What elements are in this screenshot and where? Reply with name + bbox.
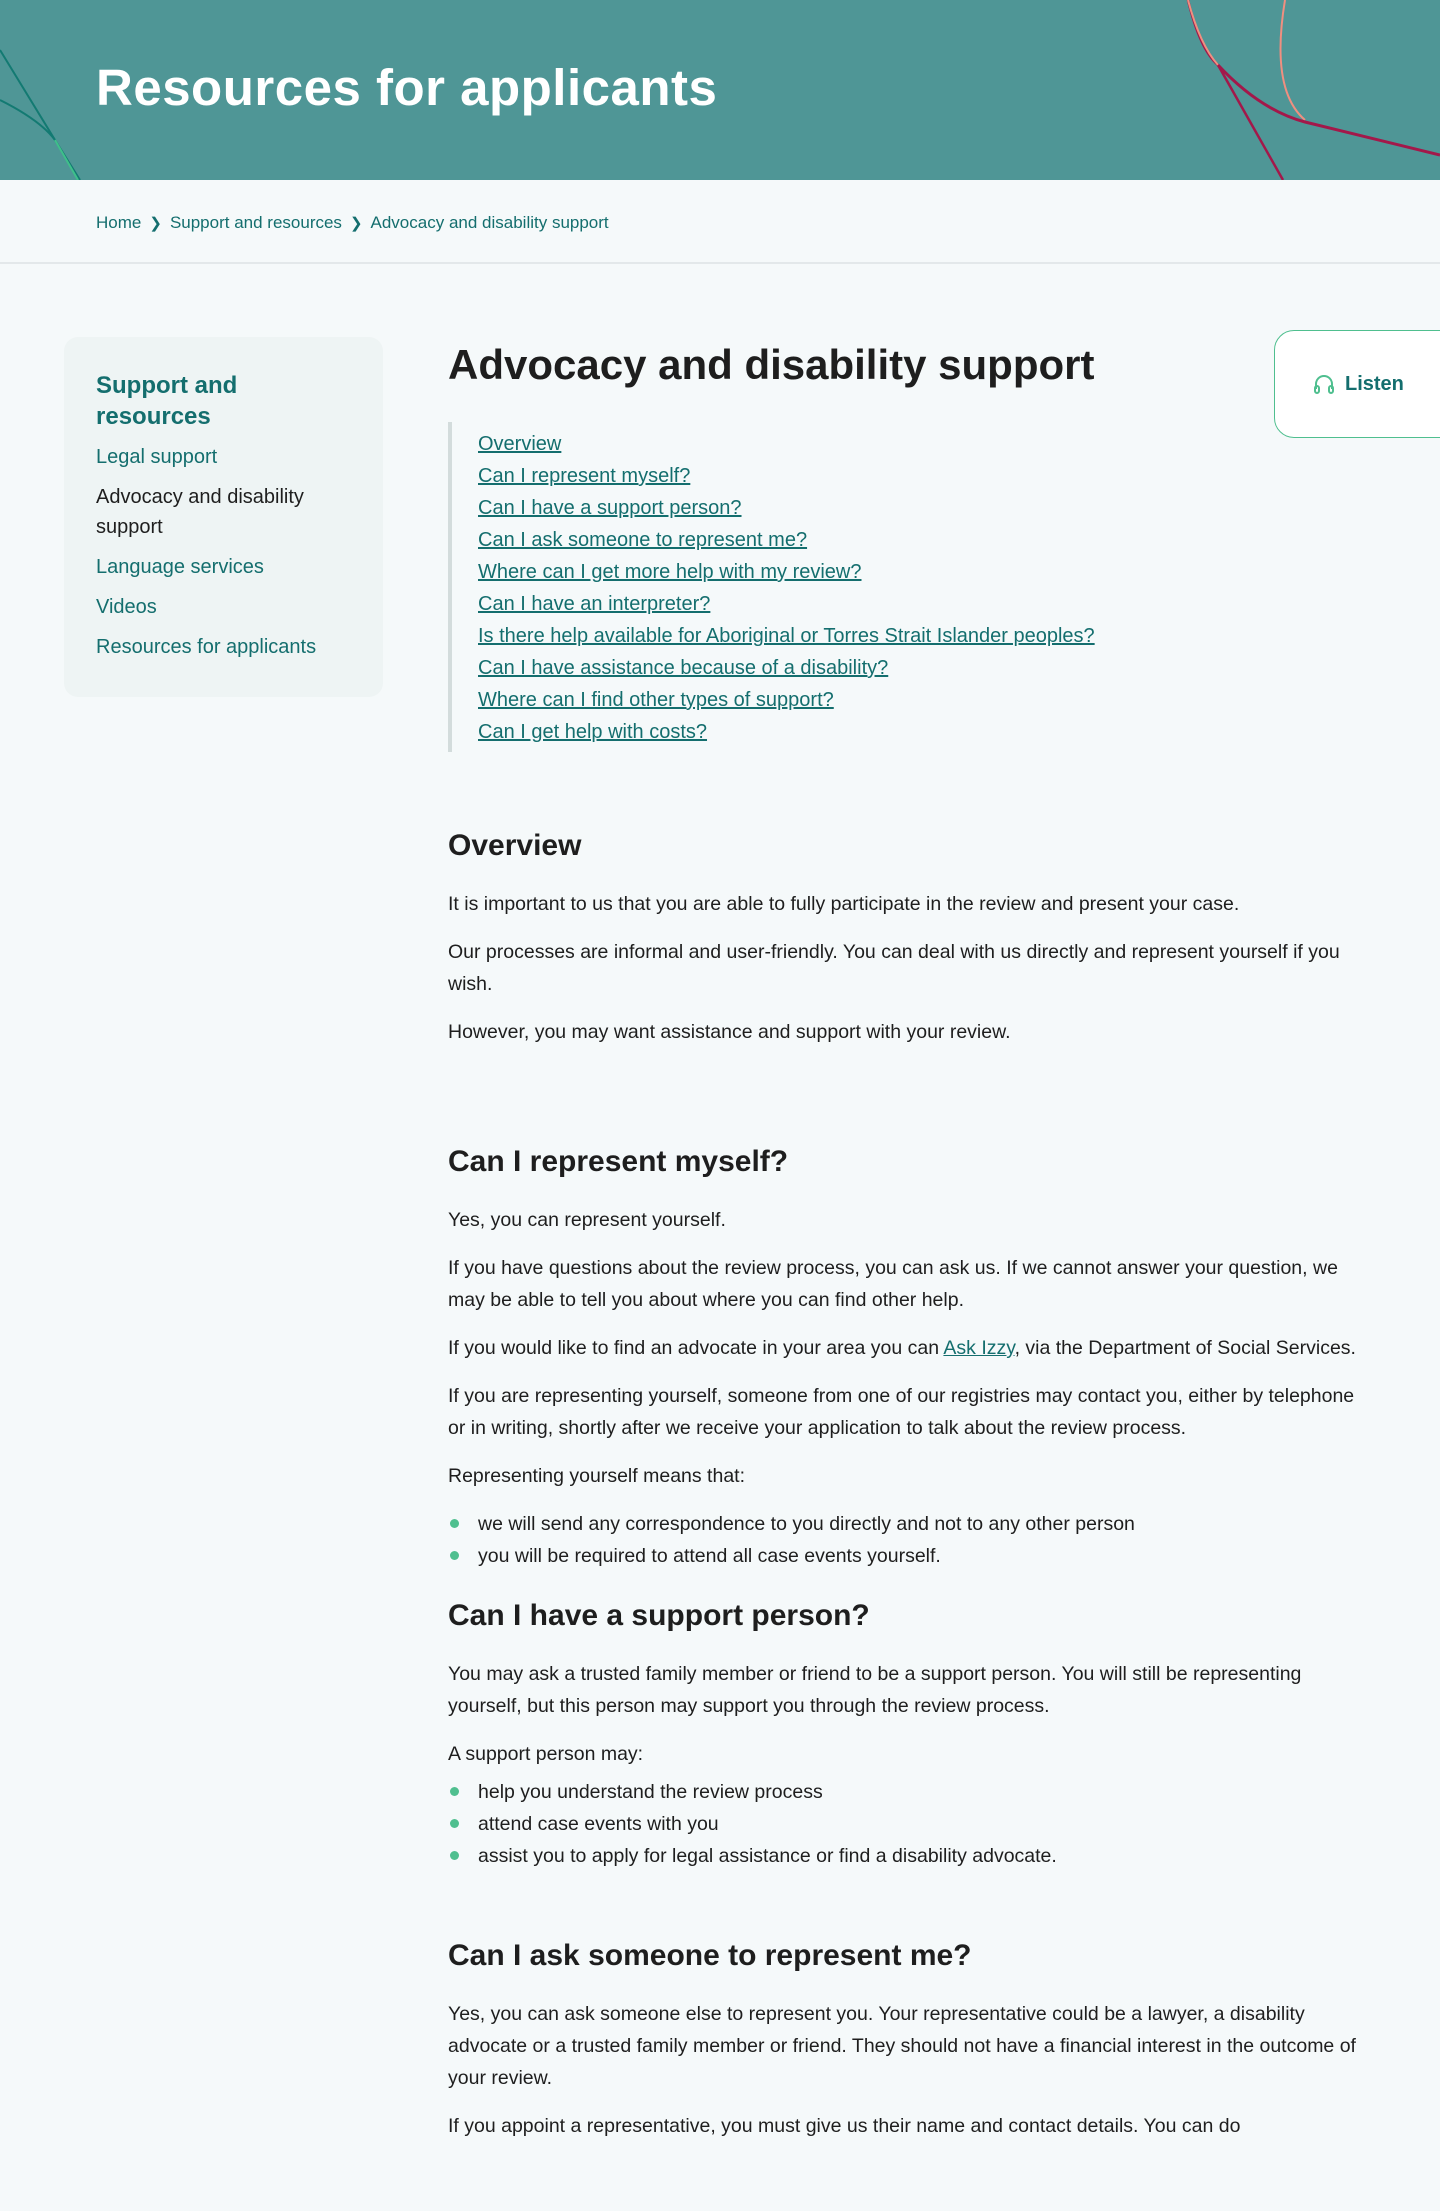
- sidebar-item-resources[interactable]: Resources for applicants: [96, 636, 317, 658]
- section-heading: Can I ask someone to represent me?: [448, 1939, 972, 1972]
- section-overview: [448, 826, 1368, 1048]
- section-ask-representative: [448, 1936, 1368, 2142]
- list-item: help you understand the review process: [448, 1776, 1368, 1808]
- breadcrumb-home[interactable]: Home: [96, 213, 142, 232]
- toc-link[interactable]: Can I have assistance because of a disability?: [478, 657, 889, 679]
- text: , via the Department of Social Services.: [1014, 1337, 1356, 1359]
- paragraph: However, you may want assistance and support with your review.: [448, 1021, 1011, 1043]
- paragraph: Representing yourself means that:: [448, 1465, 745, 1487]
- chevron-right-icon: ❯: [349, 215, 363, 232]
- paragraph: If you have questions about the review process, you can ask us. If we cannot answer your question, we may be able to tell you about where you can find other help.: [448, 1257, 1338, 1311]
- sidebar-item-language[interactable]: Language services: [96, 556, 264, 578]
- section-represent-myself: [448, 1142, 1368, 1572]
- listen-label: Listen: [1345, 372, 1404, 395]
- breadcrumb-current[interactable]: Advocacy and disability support: [370, 213, 609, 232]
- section-heading: Can I have a support person?: [448, 1599, 870, 1632]
- paragraph: A support person may:: [448, 1743, 644, 1765]
- section-heading: Overview: [448, 829, 582, 862]
- main-content: [448, 338, 1368, 2158]
- toc-link[interactable]: Overview: [478, 433, 562, 455]
- toc-link[interactable]: Can I represent myself?: [478, 465, 691, 487]
- breadcrumb-support[interactable]: Support and resources: [169, 213, 342, 232]
- hero-banner: [0, 0, 1440, 180]
- hero-title: Resources for applicants: [96, 59, 718, 116]
- sidebar: [64, 337, 383, 697]
- paragraph: If you appoint a representative, you must give us their name and contact details. You can do: [448, 2115, 1241, 2137]
- list-item: we will send any correspondence to you directly and not to any other person: [448, 1508, 1368, 1540]
- sidebar-item-videos[interactable]: Videos: [96, 596, 157, 618]
- list-item: assist you to apply for legal assistance or find a disability advocate.: [448, 1840, 1368, 1872]
- toc-link[interactable]: Where can I find other types of support?: [478, 689, 834, 711]
- sidebar-title[interactable]: Support and resources: [96, 372, 238, 430]
- paragraph: Yes, you can ask someone else to represent you. Your representative could be a lawyer, a disability advocate or a trusted family member or friend. They should not have a financial interest in the outcome of your review.: [448, 2003, 1356, 2089]
- toc-link[interactable]: Can I have a support person?: [478, 497, 742, 519]
- paragraph: If you are representing yourself, someone from one of our registries may contact you, either by telephone or in writing, shortly after we receive your application to talk about the review process.: [448, 1385, 1355, 1439]
- sidebar-item-legal[interactable]: Legal support: [96, 446, 218, 468]
- paragraph: Yes, you can represent yourself.: [448, 1209, 726, 1231]
- section-support-person: [448, 1596, 1368, 1872]
- paragraph: [448, 1332, 1368, 1364]
- toc-link[interactable]: Can I have an interpreter?: [478, 593, 711, 615]
- page-title: Advocacy and disability support: [448, 341, 1095, 388]
- list-item: you will be required to attend all case events yourself.: [448, 1540, 1368, 1572]
- sidebar-item-advocacy[interactable]: Advocacy and disability support: [96, 486, 304, 538]
- paragraph: Our processes are informal and user-friendly. You can deal with us directly and represent yourself if you wish.: [448, 941, 1340, 995]
- section-heading: Can I represent myself?: [448, 1145, 789, 1178]
- breadcrumb: [0, 180, 1440, 264]
- toc-link[interactable]: Can I ask someone to represent me?: [478, 529, 808, 551]
- toc-link[interactable]: Where can I get more help with my review?: [478, 561, 862, 583]
- text: If you would like to find an advocate in your area you can: [448, 1337, 944, 1359]
- chevron-right-icon: ❯: [149, 215, 162, 232]
- paragraph: You may ask a trusted family member or friend to be a support person. You will still be representing yourself, but this person may support you through the review process.: [448, 1663, 1302, 1717]
- list-item: attend case events with you: [448, 1808, 1368, 1840]
- toc-link[interactable]: Is there help available for Aboriginal or Torres Strait Islander peoples?: [478, 625, 1095, 647]
- toc-link[interactable]: Can I get help with costs?: [478, 721, 708, 743]
- ask-izzy-link[interactable]: Ask Izzy: [943, 1337, 1015, 1359]
- bullet-list: [448, 1776, 1368, 1872]
- paragraph: It is important to us that you are able to fully participate in the review and present your case.: [448, 893, 1240, 915]
- table-of-contents: [448, 422, 1368, 752]
- bullet-list: [448, 1508, 1368, 1572]
